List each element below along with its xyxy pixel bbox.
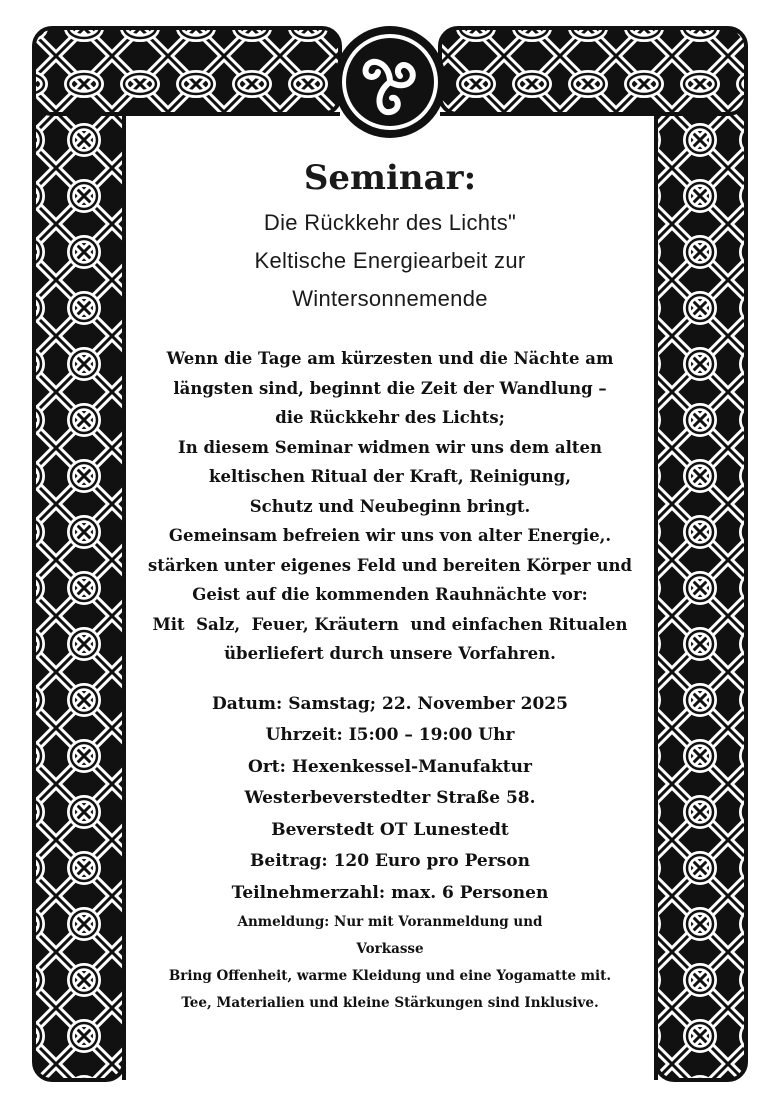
triskele-icon xyxy=(330,22,450,142)
note-line: Bring Offenheit, warme Kleidung und eine Yogamatte mit. xyxy=(168,968,612,984)
event-capacity: Teilnehmerzahl: max. 6 Personen xyxy=(231,882,549,903)
event-details xyxy=(120,689,660,910)
intro-line: Wenn die Tage am kürzesten und die Nächte am xyxy=(166,349,614,368)
intro-line: überliefert durch unsere Vorfahren. xyxy=(224,644,556,663)
intro-line: keltischen Ritual der Kraft, Reinigung, xyxy=(209,467,571,486)
subtitle-line: Die Rückkehr des Lichts" xyxy=(263,210,517,235)
intro-text xyxy=(120,344,660,669)
seminar-subtitle xyxy=(120,204,660,318)
intro-line: Schutz und Neubeginn bringt. xyxy=(249,496,531,516)
note-line: Tee, Materialien und kleine Stärkungen sind Inklusive. xyxy=(181,995,599,1011)
subtitle-line: Keltische Energiearbeit zur xyxy=(254,248,526,273)
event-notes xyxy=(120,909,660,1017)
intro-line: In diesem Seminar widmen wir uns dem alten xyxy=(178,437,602,457)
intro-line: Gemeinsam befreien wir uns von alter Energie,. xyxy=(168,526,612,545)
intro-line: stärken unter eigenes Feld und bereiten Körper und xyxy=(147,555,632,575)
intro-line: längsten sind, beginnt die Zeit der Wandlung – xyxy=(173,378,607,398)
page-title: Seminar: xyxy=(303,158,477,198)
intro-line: Geist auf die kommenden Rauhnächte vor: xyxy=(192,585,588,604)
flyer-content xyxy=(120,150,660,1017)
event-street: Westerbeverstedter Straße 58. xyxy=(244,788,536,808)
event-price: Beitrag: 120 Euro pro Person xyxy=(250,851,530,871)
subtitle-line: Wintersonnemende xyxy=(292,286,488,311)
intro-line: die Rückkehr des Lichts; xyxy=(275,408,505,427)
intro-line: Mit Salz, Feuer, Kräutern und einfachen Ritualen xyxy=(152,614,628,634)
event-date: Datum: Samstag; 22. November 2025 xyxy=(212,693,568,714)
note-line: Anmeldung: Nur mit Voranmeldung und xyxy=(237,914,543,930)
event-location: Ort: Hexenkessel-Manufaktur xyxy=(248,756,532,777)
note-line: Vorkasse xyxy=(356,941,424,957)
event-time: Uhrzeit: I5:00 – 19:00 Uhr xyxy=(265,725,515,745)
event-town: Beverstedt OT Lunestedt xyxy=(271,819,509,840)
